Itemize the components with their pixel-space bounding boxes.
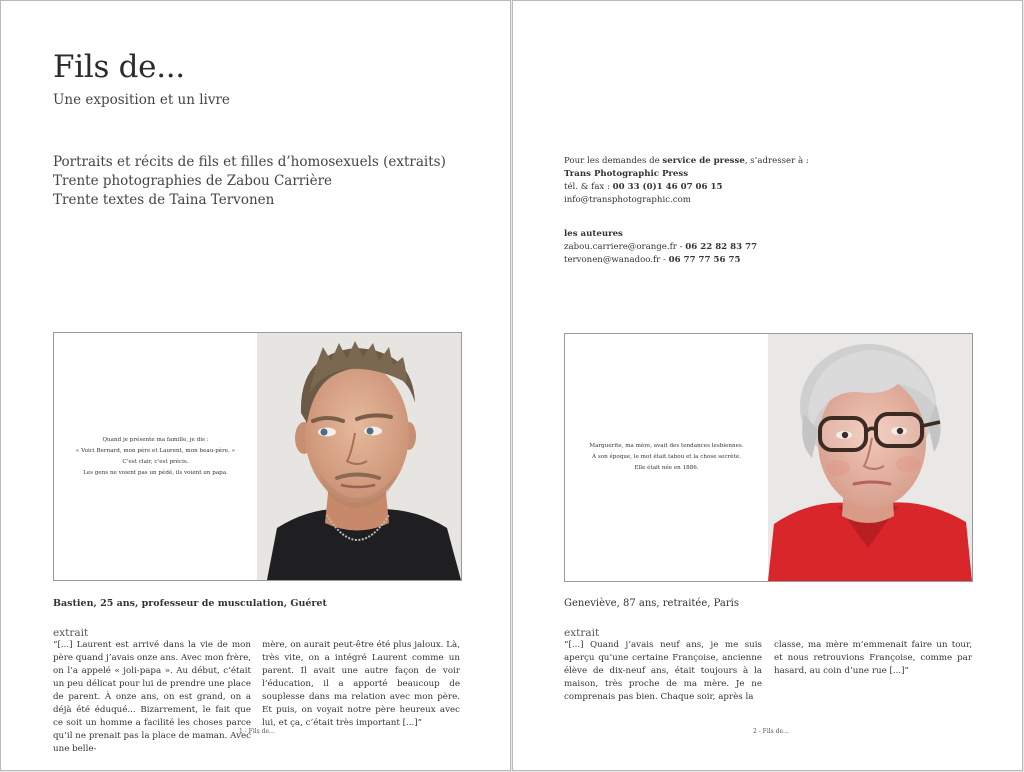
author1-phone: 06 22 82 83 77 <box>685 242 758 252</box>
portrait-photo-bastien <box>257 333 461 580</box>
page-footer: 1 - Fils de... <box>239 728 275 735</box>
photo-quote <box>565 334 768 581</box>
quote-line: Elle était née en 1886. <box>634 465 699 471</box>
quote-line: Marguerite, ma mère, avait des tendances lesbiennes. <box>589 443 744 449</box>
author2-phone: 06 77 77 56 75 <box>668 255 741 265</box>
photo-plate-bastien <box>53 332 462 581</box>
extrait-label: extrait <box>564 627 600 639</box>
press-intro: Pour les demandes de service de presse, s’adresser à : <box>564 156 809 166</box>
press-name: Trans Photographic Press <box>564 169 689 179</box>
author2-email[interactable]: tervonen@wanadoo.fr <box>564 255 661 265</box>
quote-line: Quand je présente ma famille, je dis : <box>102 436 209 443</box>
quote-line: C’est clair, c’est précis. <box>122 458 189 465</box>
page-right <box>512 0 1023 771</box>
extrait-column-2: classe, ma mère m’emmenait faire un tour, et nous retrouvions Françoise, comme par hasard, au coin d’une rue [...]” <box>774 640 972 676</box>
page-footer: 2 - Fils de... <box>753 728 789 735</box>
press-contact-block <box>564 155 809 207</box>
document-title: Fils de... <box>53 49 185 85</box>
photo-caption: Bastien, 25 ans, professeur de musculation, Guéret <box>53 598 327 609</box>
page-left <box>0 0 511 771</box>
author-contact-1: zabou.carriere@orange.fr - 06 22 82 83 77 <box>564 242 758 252</box>
extrait-column-2: mère, on aurait peut-être été plus jaloux. Là, très vite, on a intégré Laurent comme un parent. Il avait une autre façon de voir l’éducation, il a apporté beaucoup de souplesse dans ma relation avec mon père. Et puis, on voyait notre père heureux avec lui, et ça, c’était très important [...]” <box>262 640 460 728</box>
photo-caption: Geneviève, 87 ans, retraitée, Paris <box>564 598 739 609</box>
intro-line: Trente photographies de Zabou Carrière <box>53 173 333 189</box>
quote-line: Les gens ne voient pas un pédé, ils voient un papa. <box>83 469 228 476</box>
authors-block <box>564 228 757 267</box>
photo-plate-genevieve <box>564 333 973 582</box>
intro-line: Trente textes de Taina Tervonen <box>53 192 275 208</box>
author-contact-2: tervonen@wanadoo.fr - 06 77 77 56 75 <box>564 255 741 265</box>
extrait-column-1: “[...] Quand j’avais neuf ans, je me suis aperçu qu’une certaine Françoise, ancienne élève de dix-neuf ans, était toujours à la maison, très proche de ma mère. Je ne comprenais pas bien. Chaque soir, après la <box>564 640 762 702</box>
press-email[interactable]: info@transphotographic.com <box>564 195 691 205</box>
press-tel: tél. & fax : 00 33 (0)1 46 07 06 15 <box>564 182 723 192</box>
extrait-column-1: “[...] Laurent est arrivé dans la vie de mon père quand j’avais onze ans. Avec mon frère, on l’a appelé « joli-papa ». Au début, c’était un peu délicat pour lui de prendre une place de parent. À onze ans, on est grand, on a déjà été éduqué... Bizarrement, le fait que ce soit un homme a facilité les choses parce qu’il ne prenait pas la place de maman. Avec une belle- <box>53 640 251 754</box>
quote-line: « Voici Bernard, mon père et Laurent, mon beau-père. » <box>75 447 236 454</box>
extrait-label: extrait <box>53 627 89 639</box>
author1-email[interactable]: zabou.carriere@orange.fr <box>564 242 677 252</box>
document-subtitle: Une exposition et un livre <box>53 92 230 108</box>
portrait-woman-illustration <box>768 334 972 581</box>
portrait-man-illustration <box>257 333 461 580</box>
photo-quote <box>54 333 257 580</box>
intro-line: Portraits et récits de fils et filles d’homosexuels (extraits) <box>53 154 446 170</box>
quote-line: À son époque, le mot était tabou et la chose secrète. <box>592 454 741 460</box>
intro-block <box>53 153 446 210</box>
portrait-photo-genevieve <box>768 334 972 581</box>
authors-heading: les auteures <box>564 229 623 239</box>
